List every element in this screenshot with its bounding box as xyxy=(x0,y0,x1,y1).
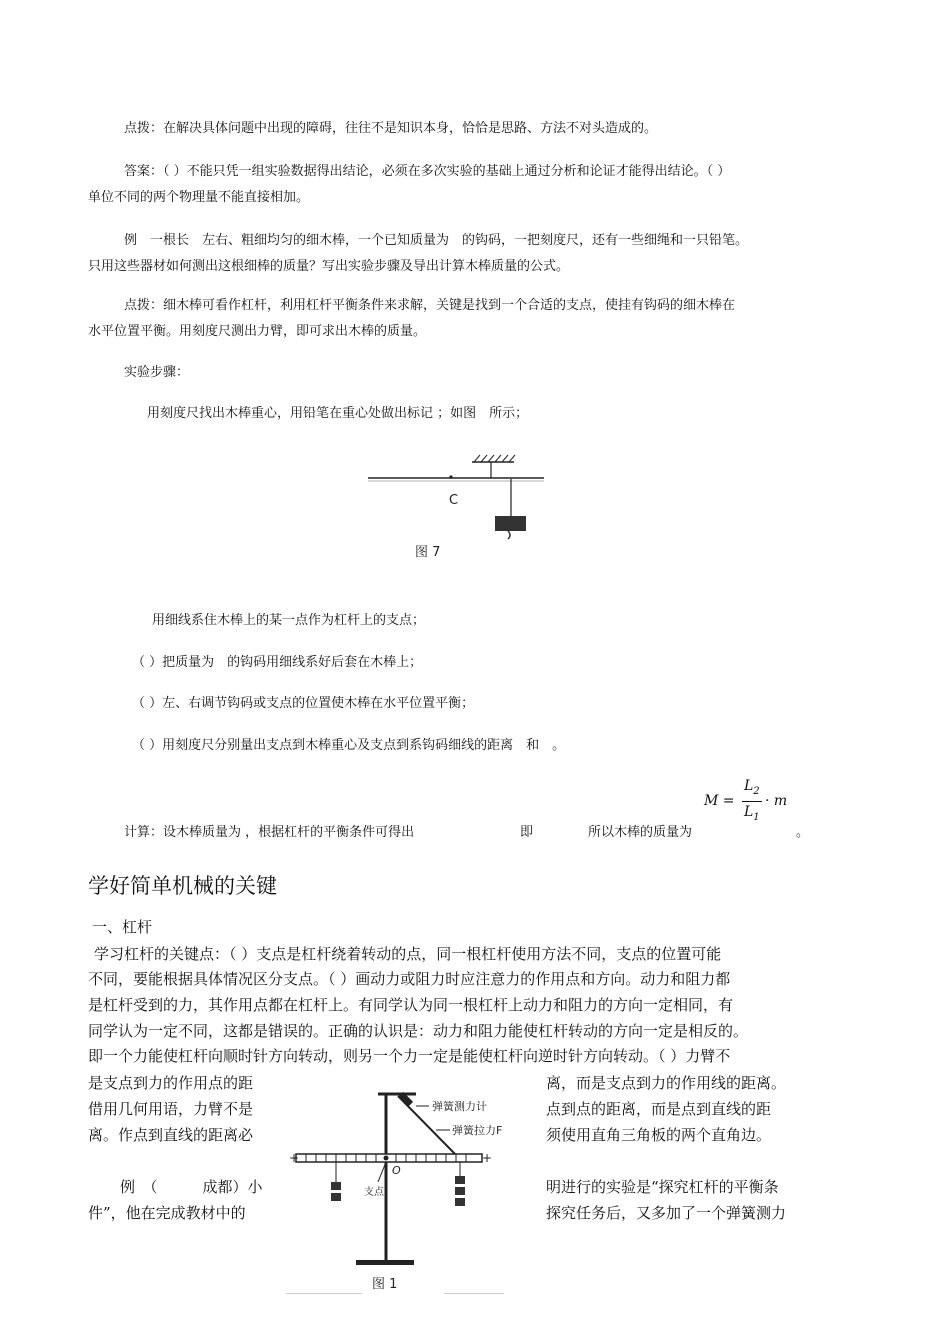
svg-text:+: + xyxy=(482,1151,493,1165)
step-2: 用细线系住木棒上的某一点作为杠杆上的支点； xyxy=(152,613,426,628)
right-weight-3 xyxy=(455,1198,465,1206)
right-col-3: 须使用直角三角板的两个直角边。 xyxy=(546,1126,772,1144)
fraction-bar xyxy=(742,801,762,802)
lever-line-4: 同学认为一定不同，这都是错误的。正确的认识是：动力和阻力能使杠杆转动的方向一定是相反的。 xyxy=(88,1022,749,1040)
left-weight-1 xyxy=(331,1182,341,1190)
figure-7 xyxy=(360,448,560,568)
right-weight-1 xyxy=(455,1176,465,1184)
svg-text:+: + xyxy=(289,1151,300,1165)
right-weight-2 xyxy=(455,1187,465,1195)
answer-line-2: 单位不同的两个物理量不能直接相加。 xyxy=(88,190,310,205)
calc-text-a: 计算：设木棒质量为 ，根据杠杆的平衡条件可得出 xyxy=(124,825,415,840)
calc-text-d: 。 xyxy=(796,825,810,840)
step-5: （ ）用刻度尺分别量出支点到木棒重心及支点到系钩码细线的距离 和 。 xyxy=(132,738,566,753)
formula-rhs: · m xyxy=(765,793,788,809)
lever-line-2: 不同，要能根据具体情况区分支点。（ ）画动力或阻力时应注意力的作用点和方向。动力和阻力都 xyxy=(88,970,731,988)
center-mark xyxy=(449,475,452,478)
lever-line-3: 是杠杆受到的力，其作用点都在杠杆上。有同学认为同一根杠杆上动力和阻力的方向一定相同，有 xyxy=(88,996,734,1014)
formula-numerator: $L_2$ xyxy=(744,778,760,797)
point-c-label: C xyxy=(449,493,459,508)
left-weight-2 xyxy=(331,1193,341,1201)
figure-7-caption: 图 7 xyxy=(415,545,441,560)
hint-line-2: 水平位置平衡。用刻度尺测出力臂，即可求出木棒的质量。 xyxy=(88,324,427,339)
bottom-rule-left xyxy=(286,1293,362,1294)
lever-subtitle: 一、杠杆 xyxy=(92,918,153,936)
right-col-2: 点到点的距离，而是点到直线的距 xyxy=(546,1100,772,1118)
figure-1-caption: 图 1 xyxy=(372,1277,398,1292)
example2-right-1: 明进行的实验是“探究杠杆的平衡条 xyxy=(546,1178,779,1196)
formula-denominator: $L_1$ xyxy=(744,804,760,823)
left-col-2: 借用几何用语，力臂不是 xyxy=(88,1100,254,1118)
example-line-1: 例 一根长 左右、粗细均匀的细木棒，一个已知质量为 的钩码，一把刻度尺，还有一些细绳和一只铅笔。 xyxy=(124,233,749,248)
formula-lhs: M = xyxy=(704,793,735,809)
steps-title: 实验步骤： xyxy=(124,365,190,380)
lever-line-1: 学习杠杆的关键点：（ ）支点是杠杆绕着转动的点，同一根杠杆使用方法不同，支点的位置可能 xyxy=(94,945,722,963)
lever-bar xyxy=(296,1154,482,1162)
pivot-point xyxy=(384,1156,389,1161)
calc-text-c: 所以木棒的质量为 xyxy=(588,825,693,840)
hook-weight xyxy=(495,516,526,531)
figure-1 xyxy=(286,1084,506,1296)
step-4: （ ）左、右调节钩码或支点的位置使木棒在水平位置平衡； xyxy=(132,696,475,711)
step-1: 用刻度尺找出木棒重心，用铅笔在重心处做出标记 ；如图 所示； xyxy=(147,406,529,421)
calc-text-b: 即 xyxy=(520,825,534,840)
left-col-1: 是支点到力的作用点的距 xyxy=(88,1074,254,1092)
example2-left-1: 例 （ 成都）小 xyxy=(120,1178,263,1196)
example2-left-2: 件”，他在完成教材中的 xyxy=(88,1204,246,1222)
example2-right-2: 探究任务后，又多加了一个弹簧测力 xyxy=(546,1204,787,1222)
spring-meter-label: 弹簧测力计 xyxy=(432,1100,487,1113)
hint-line-1: 点拨：细木棒可看作杠杆，利用杠杆平衡条件来求解，关键是找到一个合适的支点，使挂有钩码的细木棒在 xyxy=(124,298,736,313)
pivot-o-label: O xyxy=(392,1164,401,1177)
pivot-label: 支点 xyxy=(364,1187,384,1198)
lever-line-5: 即一个力能使杠杆向顺时针方向转动，则另一个力一定是能使杠杆向逆时针方向转动。（ ）力臂不 xyxy=(88,1047,731,1065)
section-title: 学好简单机械的关键 xyxy=(88,874,277,898)
answer-line-1: 答案：（ ）不能只凭一组实验数据得出结论，必须在多次实验的基础上通过分析和论证才能得出结论。（ ） xyxy=(124,164,731,179)
left-col-3: 离。作点到直线的距离必 xyxy=(88,1126,254,1144)
right-col-1: 离，而是支点到力的作用线的距离。 xyxy=(546,1074,787,1092)
spring-force-label: 弹簧拉力F xyxy=(452,1124,503,1137)
mass-formula xyxy=(704,778,794,828)
bottom-rule-right xyxy=(444,1293,504,1294)
example-line-2: 只用这些器材如何测出这根细棒的质量？写出实验步骤及导出计算木棒质量的公式。 xyxy=(88,259,570,274)
hint-paragraph: 点拨：在解决具体问题中出现的障碍，往往不是知识本身，恰恰是思路、方法不对头造成的。 xyxy=(124,121,658,136)
step-3: （ ）把质量为 的钩码用细线系好后套在木棒上； xyxy=(132,655,423,670)
stand-base xyxy=(356,1260,414,1265)
